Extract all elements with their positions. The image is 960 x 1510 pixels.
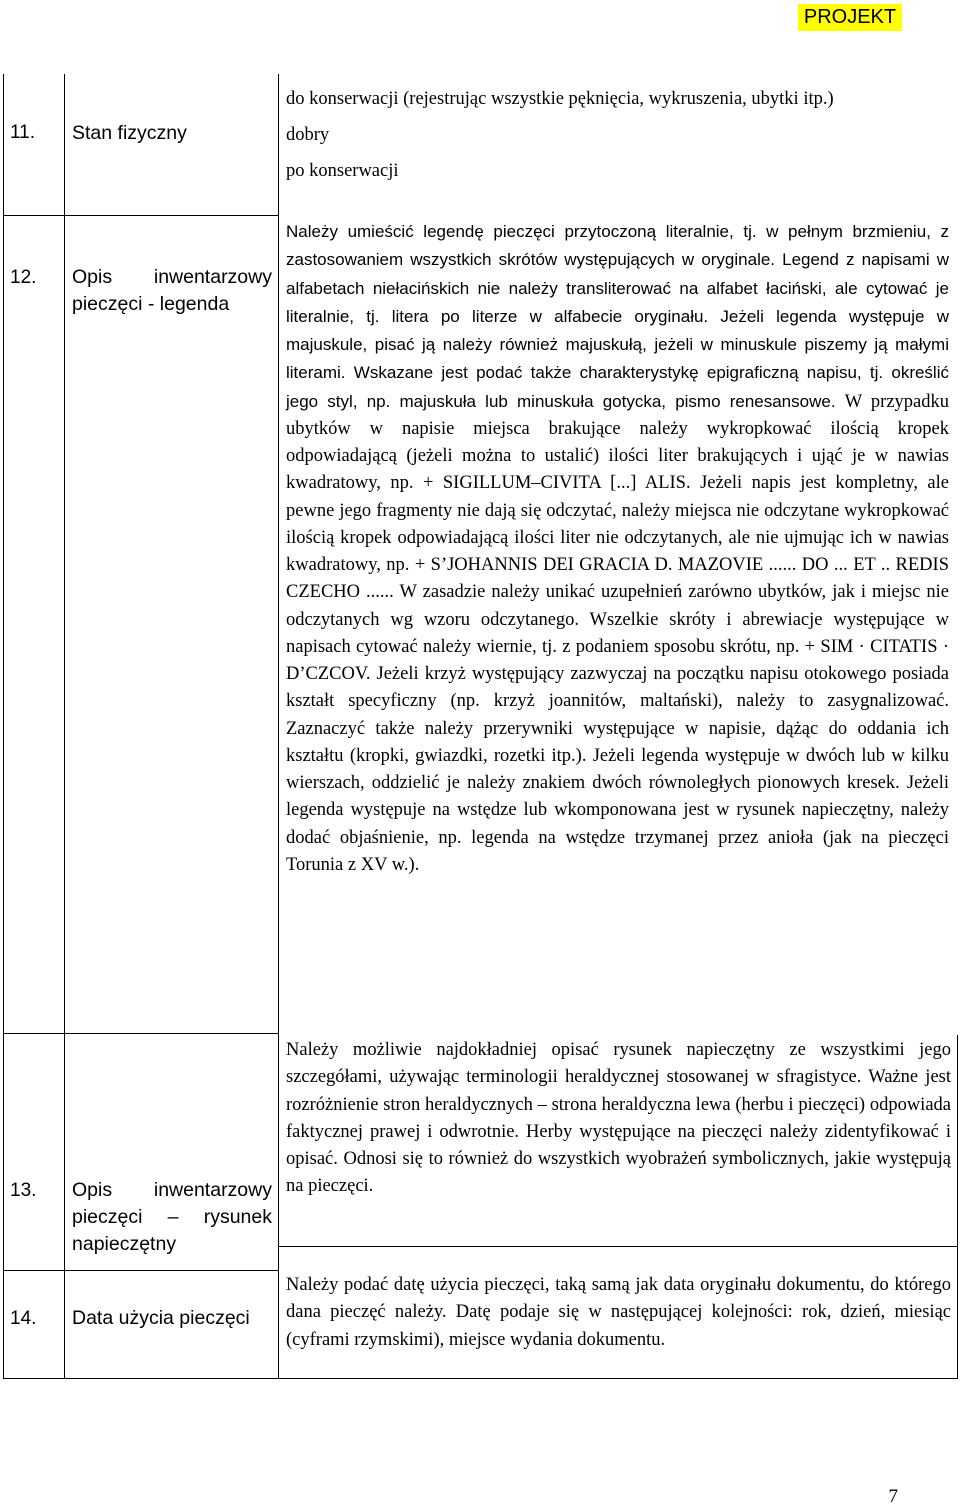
- table-divider-number: [64, 74, 65, 1379]
- table-border-right: [957, 1035, 958, 1379]
- row-content-rysunek: Należy możliwie najdokładniej opisać rysunek napieczętny ze wszystkimi jego szczegółami, używając terminologii heraldycznej stosowanej w sfragistyce. Ważne jest rozróżnienie stron heraldycznych – strona heraldyczna lewa (herbu i pieczęci) odpowiada faktycznej prawej i odwrotnie. Herby występujące na pieczęci należy zidentyfikować i opisać. Odnosi się to również do wszystkich wyobrażeń symbolicznych, jakie występują na pieczęci.: [286, 1040, 951, 1197]
- row-divider-11-12: [3, 215, 279, 216]
- stan-do-konserwacji: do konserwacji (rejestrując wszystkie pęknięcia, wykruszenia, ubytki itp.): [286, 89, 834, 109]
- legenda-paragraph-rules: Należy umieścić legendę pieczęci przytoczoną literalnie, tj. w pełnym brzmieniu, z zastosowaniem wszystkich skrótów występujących w oryginale. Legend z napisami w alfabetach niełacińskich nie należy transliterować na alfabet łaciński, ale cytować je literalnie, tj. litera po literze w alfabecie oryginału. Jeżeli legenda występuje w majuskule, pisać ją należy również majuskułą, jeżeli w minuskule piszemy ją małymi literami. Wskazane jest podać także charakterystykę epigraficzną napisu, tj. określić jego styl, np. majuskuła lub minuskuła gotycka, pismo renesansowe.: [286, 222, 949, 411]
- row-divider-13-14-content: [278, 1246, 958, 1247]
- row-number-11: 11.: [10, 122, 36, 143]
- row-label-data-uzycia: Data użycia pieczęci: [72, 1307, 250, 1329]
- stan-po-konserwacji: po konserwacji: [286, 161, 399, 181]
- legenda-paragraph-gaps: W przypadku ubytków w napisie miejsca brakujące należy wykropkować ilością kropek odpowiadającą (jeżeli można to ustalić) ilości liter brakujących i ująć je w nawias kwadratowy, np. + SIGILLUM–CIVITA [...] ALIS. Jeżeli napis jest kompletny, ale pewne jego fragmenty nie dają się odczytać, należy miejsca nie odczytane wykropkować ilością kropek odpowiadającą ilości liter nie odczytanych, ale nie ujmując ich w nawias kwadratowy, np. + S’JOHANNIS DEI GRACIA D. MAZOVIE ...... DO ... ET .. REDIS CZECHO ...... W zasadzie należy unikać uzupełnień zarówno ubytków, jak i miejsc nie odczytanych wg wzoru odczytanego. Wszelkie skróty i abrewiacje występujące w napisach cytować należy wiernie, tj. z podaniem sposobu skrótu, np. + SIM · CITATIS · D’CZCOV. Jeżeli krzyż występujący zazwyczaj na początku napisu otokowego posiada kształt specyficzny (np. krzyż joannitów, maltański), należy to zasygnalizować. Zaznaczyć także należy przerywniki występujące w napisie, dążąc do oddania ich kształtu (kropki, gwiazdki, rozetki itp.). Jeżeli legenda występuje w dwóch lub w kilku wierszach, oddzielić je należy znakiem dwóch równoległych pionowych kresek. Jeżeli legenda występuje na wstędze lub wkomponowana jest w rysunek napieczętny, należy dodać objaśnienie, np. legenda na wstędze trzymanej przez anioła (jak na pieczęci Torunia z XV w.).: [286, 391, 949, 875]
- stan-dobry: dobry: [286, 124, 330, 145]
- table-border-bottom: [3, 1378, 958, 1379]
- table-divider-label: [278, 74, 279, 1379]
- projekt-badge: PROJEKT: [798, 4, 902, 31]
- row-content-data-uzycia: Należy podać datę użycia pieczęci, taką samą jak data oryginału dokumentu, do którego dana pieczęć należy. Datę podaje się w następującej kolejności: rok, dzień, miesiąc (cyframi rzymskimi), miejsce wydania dokumentu.: [286, 1275, 951, 1350]
- row-content-stan-fizyczny: [286, 86, 951, 185]
- table-border-left: [3, 74, 4, 1379]
- row-number-13: 13.: [10, 1180, 37, 1201]
- row-divider-13-14: [3, 1270, 279, 1271]
- row-divider-12-13: [3, 1033, 279, 1034]
- row-label-stan-fizyczny: Stan fizyczny: [72, 122, 187, 144]
- row-number-12: 12.: [10, 267, 37, 288]
- row-content-legenda: [286, 218, 949, 879]
- row-number-14: 14.: [10, 1308, 37, 1329]
- row-label-rysunek: Opis inwentarzowy pieczęci – rysunek napieczętny: [72, 1179, 272, 1255]
- page-number: 7: [888, 1486, 898, 1507]
- row-label-legenda: Opis inwentarzowy pieczęci - legenda: [72, 266, 272, 315]
